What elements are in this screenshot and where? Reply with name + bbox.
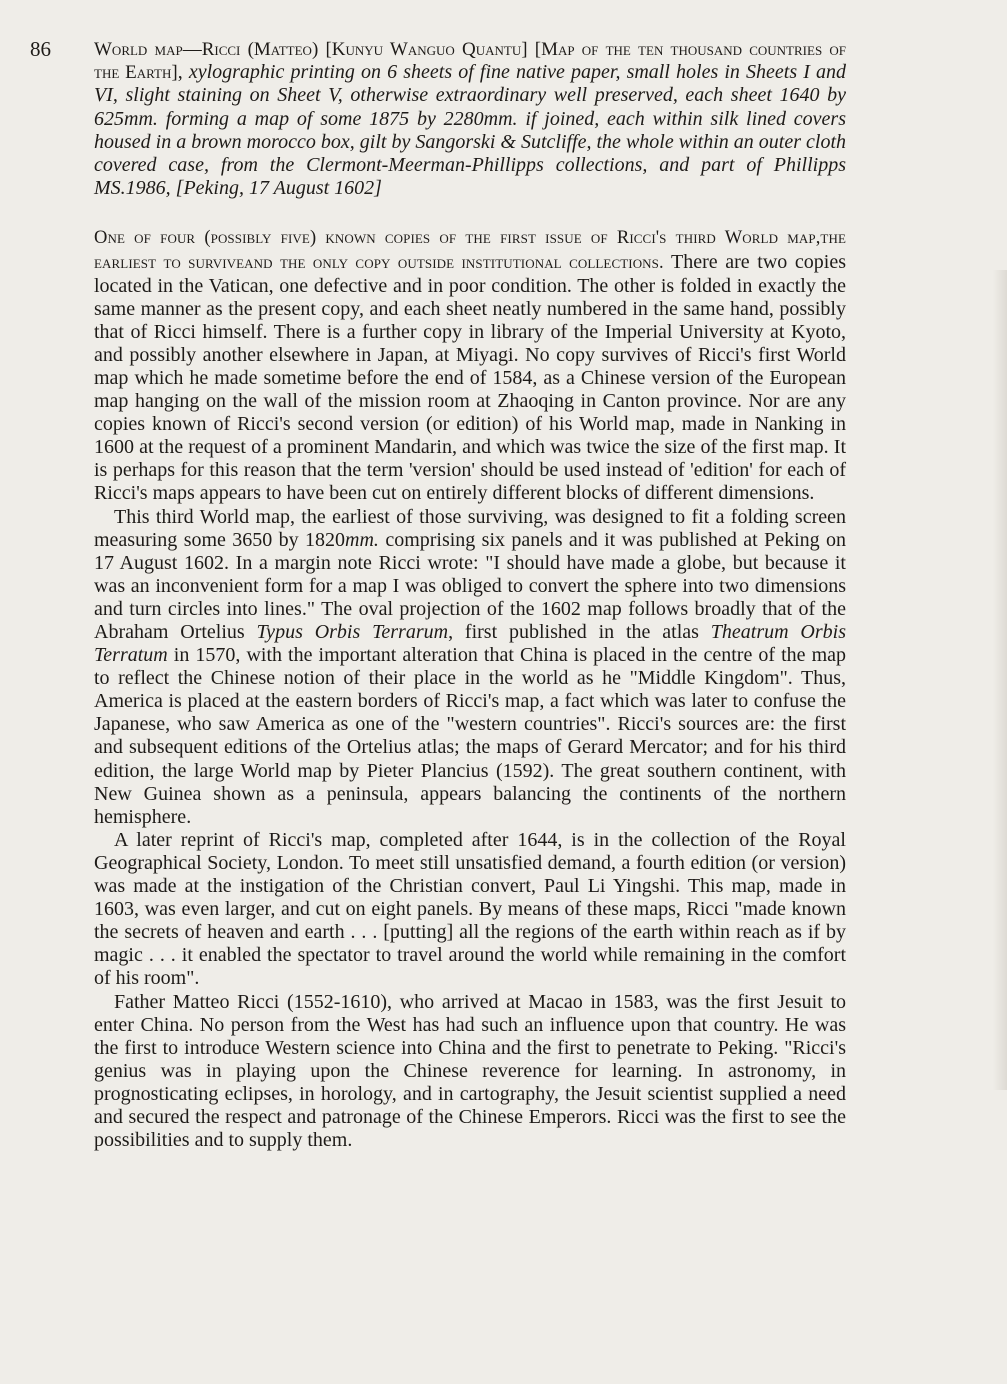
- entry-title: World map—Ricci (Matteo) [Kunyu Wanguo Quantu] [Map of the ten thousand countries of the Earth]: [94, 39, 846, 84]
- paragraph-1-lead: One of four (possibly five) known copies of the first issue of Ricci's third World map,the earliest to surviveand the only copy outside institutional collections.: [94, 228, 846, 273]
- paragraph-4: [94, 991, 846, 1153]
- entry-description: xylographic printing on 6 sheets of fine native paper, small holes in Sheets I and VI, slight staining on Sheet V, otherwise extraordinary well preserved, each sheet 1640 by 625mm. forming a map of some 1875 by 2280mm. if joined, each within silk lined covers housed in a brown morocco box, gilt by Sangorski & Sutcliffe, the whole within an outer cloth covered case, from the Clermont-Meerman-Phillipps collections, and part of Phillipps MS.1986, [Peking, 17 August 1602]: [94, 61, 847, 200]
- paragraph-4-text: Father Matteo Ricci (1552-1610), who arrived at Macao in 1583, was the first Jesuit to enter China. No person from the West has had such an influence upon that country. He was the first to introduce Western science into China and the first to penetrate to Peking. "Ricci's genius was in playing upon the Chinese reverence for learning. In astronomy, in prognosticating eclipses, in horology, and in cartography, the Jesuit scientist supplied a need and secured the respect and patronage of the Chinese Emperors. Ricci was the first to see the possibilities and to supply them.: [94, 990, 846, 1152]
- paragraph-2: [94, 506, 846, 829]
- paragraph-2-atlas-title: Theatrum Orbis Terratum: [94, 621, 846, 667]
- paragraph-2-map-title: Typus Orbis Terrarum: [256, 621, 449, 644]
- paragraph-2-unit: mm.: [345, 528, 379, 551]
- paragraph-2-text-d: in 1570, with the important alteration that China is placed in the centre of the map to reflect the Chinese notion of their place in the world as he "Middle Kingdom". Thus, America is placed at the eastern borders of Ricci's map, a fact which was later to confuse the Japanese, who saw America as one of the "western countries". Ricci's sources are: the first and subsequent editions of the Ortelius atlas; the maps of Gerard Mercator; and for his third edition, the large World map by Pieter Plancius (1592). The great southern continent, with New Guinea shown as a peninsula, appears balancing the continents of the northern hemisphere.: [94, 644, 846, 828]
- paragraph-2-text-b: comprising six panels and it was published at Peking on 17 August 1602. In a margin note Ricci wrote: "I should have made a globe, but because it was an inconvenient form for a map I was obliged to convert the sphere into two dimensions and turn circles into lines." The oval projection of the 1602 map follows broadly that of the Abraham Ortelius: [94, 528, 847, 644]
- paragraph-2-text-a: This third World map, the earliest of those surviving, was designed to fit a folding screen measuring some 3650 by 1820: [94, 505, 846, 551]
- page-edge-shadow: [993, 270, 1007, 1090]
- paragraph-3-text: A later reprint of Ricci's map, completed after 1644, is in the collection of the Royal Geographical Society, London. To meet still unsatisfied demand, a fourth edition (or version) was made at the instigation of the Christian convert, Paul Li Yingshi. This map, made in 1603, was even larger, and cut on eight panels. By means of these maps, Ricci "made known the secrets of heaven and earth . . . [putting] all the regions of the earth within reach as if by magic . . . it enabled the spectator to travel around the world while remaining in the comfort of his room".: [94, 828, 846, 990]
- lot-number: 86: [30, 37, 51, 61]
- paragraph-3: [94, 829, 846, 991]
- entry-title-separator: ,: [177, 61, 189, 84]
- paragraph-1-text: There are two copies located in the Vatican, one defective and in poor condition. The other is folded in exactly the same manner as the present copy, and each sheet neatly numbered in the same hand, possibly that of Ricci himself. There is a further copy in library of the Imperial University at Kyoto, and possibly another elsewhere in Japan, at Miyagi. No copy survives of Ricci's first World map which he made sometime before the end of 1584, as a Chinese version of the European map hanging on the wall of the mission room at Zhaoqing in Canton province. Nor are any copies known of Ricci's second version (or edition) of his World map, made in Nanking in 1600 at the request of a prominent Mandarin, and which was twice the size of the first map. It is perhaps for this reason that the term 'version' should be used instead of 'edition' for each of Ricci's maps appears to have been cut on entirely different blocks of different dimensions.: [94, 250, 846, 505]
- catalogue-entry: [94, 38, 846, 1152]
- paragraph-1: [94, 226, 846, 505]
- paragraph-2-text-c: , first published in the atlas: [448, 621, 711, 644]
- entry-body: [94, 226, 846, 1152]
- entry-heading: [94, 38, 846, 200]
